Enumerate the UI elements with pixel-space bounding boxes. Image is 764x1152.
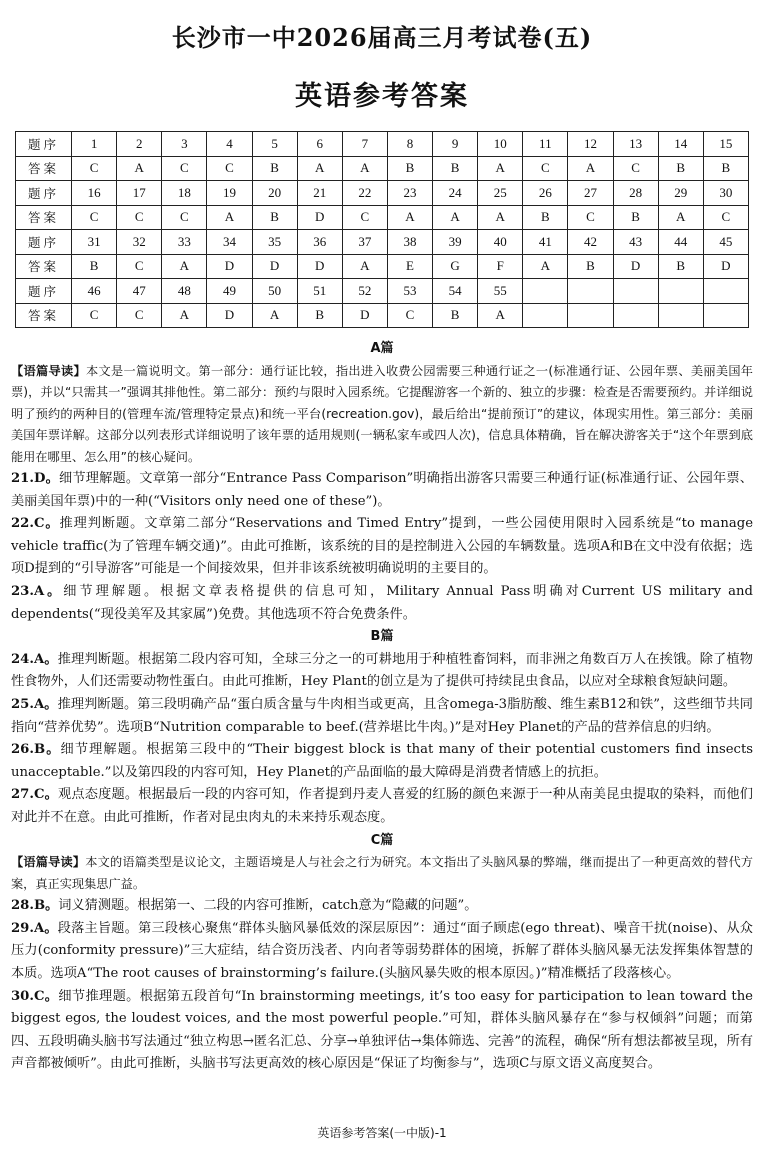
answer-cell: B — [252, 156, 297, 181]
answer-cell: A — [297, 156, 342, 181]
answer-cell — [523, 303, 568, 328]
item-text: 细节理解题。根据第三段中的“Their biggest block is that many of their potential customers find insects unacceptable.”以及第四段的内容可知，Hey Planet的产品面临的最大障碍是消费者情感上的抗拒。 — [11, 742, 754, 780]
answer-cell: A — [658, 205, 703, 230]
explanation-item — [11, 918, 753, 986]
answer-cell: B — [658, 156, 703, 181]
question-number-cell: 1 — [72, 132, 117, 157]
answer-cell: A — [568, 156, 613, 181]
answer-cell: A — [433, 205, 478, 230]
answer-cell: B — [433, 156, 478, 181]
question-number-cell: 4 — [207, 132, 252, 157]
explanation-item — [11, 649, 753, 694]
question-number-cell: 34 — [207, 230, 252, 255]
answer-cell: B — [613, 205, 658, 230]
question-number-cell: 53 — [387, 279, 432, 304]
answer-cell: D — [342, 303, 387, 328]
section-a-guide — [11, 361, 753, 469]
question-number-cell: 7 — [342, 132, 387, 157]
question-number-row — [16, 132, 749, 157]
row-label-answer: 答案 — [16, 303, 72, 328]
answer-cell: F — [478, 254, 523, 279]
question-number-cell: 20 — [252, 181, 297, 206]
item-number: 27.C。 — [11, 787, 58, 803]
answer-cell: D — [207, 303, 252, 328]
answer-cell: C — [117, 254, 162, 279]
item-number: 28.B。 — [11, 898, 59, 914]
row-label-answer: 答案 — [16, 156, 72, 181]
question-number-cell: 23 — [387, 181, 432, 206]
answer-cell: C — [568, 205, 613, 230]
question-number-cell: 35 — [252, 230, 297, 255]
answer-cell: B — [703, 156, 748, 181]
answer-table — [15, 131, 749, 328]
question-number-cell: 18 — [162, 181, 207, 206]
answer-cell: C — [387, 303, 432, 328]
question-number-cell: 29 — [658, 181, 703, 206]
guide-tag: 【语篇导读】 — [11, 363, 86, 378]
question-number-cell: 9 — [433, 132, 478, 157]
answer-cell: C — [117, 205, 162, 230]
question-number-cell: 3 — [162, 132, 207, 157]
explanation-item — [11, 513, 753, 581]
row-label-question: 题序 — [16, 181, 72, 206]
question-number-cell: 2 — [117, 132, 162, 157]
question-number-cell: 17 — [117, 181, 162, 206]
question-number-cell: 5 — [252, 132, 297, 157]
question-number-cell: 15 — [703, 132, 748, 157]
item-number: 22.C。 — [11, 516, 60, 532]
answer-cell: D — [297, 254, 342, 279]
item-text: 细节推理题。根据第五段首句“In brainstorming meetings, it’s too easy for participation to lean toward the biggest egos, the loudest voices, and the most powerful people.”可知，群体头脑风暴存在“参与权倾斜”问题；而第四、五段明确头脑书写法通过“独立构思→匿名汇总、分享→单独评估→集体筛选、完善”的流程，确保“所有想法都被呈现，所有声音都被倾听”。由此可推断，头脑书写法更高效的核心原因是“保证了均衡参与”，选项C与原文语义高度契合。 — [11, 988, 753, 1072]
answer-cell: D — [207, 254, 252, 279]
explanation-item — [11, 739, 753, 784]
explanation-item — [11, 784, 753, 829]
answer-cell: A — [478, 156, 523, 181]
item-text: 推理判断题。根据第二段内容可知，全球三分之一的可耕地用于种植牲畜饲料，而非洲之角数百万人在挨饿。除了植物性食物外，人们还需要动物性蛋白。由此可推断，Hey Plant的创立是为了提供可持续昆虫食品，以应对全球粮食短缺问题。 — [11, 651, 753, 690]
question-number-cell: 13 — [613, 132, 658, 157]
row-label-question: 题序 — [16, 230, 72, 255]
question-number-cell: 40 — [478, 230, 523, 255]
question-number-cell: 36 — [297, 230, 342, 255]
question-number-cell: 28 — [613, 181, 658, 206]
question-number-cell: 48 — [162, 279, 207, 304]
question-number-cell — [523, 279, 568, 304]
question-number-cell: 49 — [207, 279, 252, 304]
item-text: 词义猜测题。根据第一、二段的内容可推断，catch意为“隐藏的问题”。 — [58, 898, 478, 914]
section-c-guide — [11, 852, 753, 895]
answer-cell: E — [387, 254, 432, 279]
section-c-title: C篇 — [370, 832, 394, 848]
answer-cell: B — [433, 303, 478, 328]
answer-cell: G — [433, 254, 478, 279]
answer-cell: D — [297, 205, 342, 230]
question-number-cell — [658, 279, 703, 304]
item-text: 细节理解题。文章第一部分“Entrance Pass Comparison”明确指出游客只需要三种通行证(标准通行证、公园年票、美丽美国年票)中的一种(“Visitors only need one of these”)。 — [11, 471, 753, 509]
answer-cell: A — [478, 205, 523, 230]
question-number-cell: 37 — [342, 230, 387, 255]
answer-row — [16, 303, 749, 328]
item-number: 29.A。 — [11, 920, 58, 936]
answer-cell: D — [613, 254, 658, 279]
answer-cell: C — [117, 303, 162, 328]
item-number: 24.A。 — [11, 651, 58, 667]
question-number-cell: 52 — [342, 279, 387, 304]
question-number-cell: 47 — [117, 279, 162, 304]
question-number-cell: 44 — [658, 230, 703, 255]
answer-cell: A — [207, 205, 252, 230]
explanation-item — [11, 895, 753, 918]
item-text: 推理判断题。第三段明确产品“蛋白质含量与牛肉相当或更高，且含omega-3脂肪酸、维生素B12和铁”，这些细节共同指向“营养优势”。选项B“Nutrition comparable to beef.(营养堪比牛肉。)”是对Hey Planet的产品的营养信息的归纳。 — [11, 697, 753, 735]
question-number-cell: 41 — [523, 230, 568, 255]
answer-cell — [568, 303, 613, 328]
explanation-item — [11, 694, 753, 739]
answer-cell: D — [703, 254, 748, 279]
answer-cell: B — [297, 303, 342, 328]
answer-cell: A — [478, 303, 523, 328]
section-c-items — [11, 895, 753, 1076]
row-label-answer: 答案 — [16, 205, 72, 230]
item-text: 观点态度题。根据最后一段的内容可知，作者提到丹麦人喜爱的红肠的颜色来源于一种从南美昆虫提取的染料，而他们对此并不在意。由此可推断，作者对昆虫肉丸的未来持乐观态度。 — [11, 787, 753, 825]
question-number-cell: 22 — [342, 181, 387, 206]
answer-cell: C — [342, 205, 387, 230]
answer-cell: B — [658, 254, 703, 279]
answer-cell: A — [162, 254, 207, 279]
document-title: 英语参考答案 — [295, 81, 469, 112]
row-label-question: 题序 — [16, 132, 72, 157]
question-number-cell: 24 — [433, 181, 478, 206]
question-number-row — [16, 279, 749, 304]
item-text: 细节理解题。根据文章表格提供的信息可知，Military Annual Pass明确对Current US military and dependents(“现役美军及其家属”)免费。其他选项不符合免费条件。 — [11, 584, 753, 622]
explanation-item — [11, 581, 753, 626]
item-number: 30.C。 — [11, 988, 59, 1004]
answer-cell — [703, 303, 748, 328]
question-number-cell: 33 — [162, 230, 207, 255]
section-b-title: B篇 — [370, 629, 394, 645]
answer-cell: B — [72, 254, 117, 279]
question-number-cell: 12 — [568, 132, 613, 157]
row-label-answer: 答案 — [16, 254, 72, 279]
question-number-cell: 6 — [297, 132, 342, 157]
section-a-title: A篇 — [370, 341, 394, 356]
answer-cell: C — [162, 205, 207, 230]
question-number-cell: 42 — [568, 230, 613, 255]
answer-cell — [613, 303, 658, 328]
question-number-cell: 11 — [523, 132, 568, 157]
answer-cell: B — [568, 254, 613, 279]
item-number: 23.A。 — [11, 584, 64, 600]
question-number-cell: 32 — [117, 230, 162, 255]
question-number-cell: 25 — [478, 181, 523, 206]
question-number-cell: 38 — [387, 230, 432, 255]
section-a-items — [11, 468, 753, 626]
answer-cell: A — [252, 303, 297, 328]
section-b-items — [11, 649, 753, 830]
answer-cell: C — [162, 156, 207, 181]
explanation-item — [11, 468, 753, 513]
question-number-cell: 43 — [613, 230, 658, 255]
question-number-cell — [568, 279, 613, 304]
answer-cell — [658, 303, 703, 328]
question-number-cell: 39 — [433, 230, 478, 255]
question-number-cell — [613, 279, 658, 304]
answer-cell: C — [613, 156, 658, 181]
answer-cell: C — [523, 156, 568, 181]
answer-row — [16, 254, 749, 279]
answer-cell: A — [162, 303, 207, 328]
answer-cell: B — [523, 205, 568, 230]
item-text: 段落主旨题。第三段核心聚焦“群体头脑风暴低效的深层原因”：通过“面子顾虑(ego threat)、噪音干扰(noise)、从众压力(conformity pressure)”三大症结，结合资历浅者、内向者等弱势群体的困境，拆解了群体头脑风暴无法发挥集体智慧的本质。选项A“The root causes of brainstorming’s failure.(头脑风暴失败的根本原因。)”精准概括了段落核心。 — [11, 920, 753, 981]
question-number-cell: 8 — [387, 132, 432, 157]
question-number-cell: 16 — [72, 181, 117, 206]
answer-cell: C — [72, 205, 117, 230]
answer-cell: A — [342, 156, 387, 181]
question-number-cell: 51 — [297, 279, 342, 304]
guide-text: 本文的语篇类型是议论文，主题语境是人与社会之行为研究。本文指出了头脑风暴的弊端，继而提出了一种更高效的替代方案，真正实现集思广益。 — [11, 855, 753, 891]
question-number-cell: 50 — [252, 279, 297, 304]
question-number-cell — [703, 279, 748, 304]
answer-row — [16, 205, 749, 230]
question-number-cell: 26 — [523, 181, 568, 206]
answer-cell: A — [387, 205, 432, 230]
question-number-row — [16, 181, 749, 206]
question-number-row — [16, 230, 749, 255]
exam-header-title: 长沙市一中2026届高三月考试卷(五) — [171, 23, 593, 52]
explanations — [11, 338, 753, 1076]
guide-text: 本文是一篇说明文。第一部分：通行证比较，指出进入收费公园需要三种通行证之一(标准通行证、公园年票、美丽美国年票)，并以“只需其一”强调其排他性。第二部分：预约与限时入园系统。它提醒游客一个新的、独立的步骤：检查是否需要预约。并详细说明了预约的两种目的(管理车流/管理特定景点)和统一平台(recreation.gov)，最后给出“提前预订”的建议，体现实用性。第三部分：美丽美国年票详解。这部分以列表形式详细说明了该年票的适用规则(一辆私家车或四人次)，信息具体精确，旨在解决游客关于“这个年票到底能用在哪里、怎么用”的核心疑问。 — [11, 363, 753, 464]
question-number-cell: 10 — [478, 132, 523, 157]
item-number: 25.A。 — [11, 697, 58, 713]
question-number-cell: 45 — [703, 230, 748, 255]
question-number-cell: 27 — [568, 181, 613, 206]
answer-cell: C — [72, 303, 117, 328]
answer-cell: B — [387, 156, 432, 181]
answer-cell: C — [207, 156, 252, 181]
answer-cell: C — [703, 205, 748, 230]
question-number-cell: 46 — [72, 279, 117, 304]
answer-cell: A — [117, 156, 162, 181]
page-footer: 英语参考答案(一中版)-1 — [317, 1126, 447, 1140]
answer-cell: B — [252, 205, 297, 230]
item-text: 推理判断题。文章第二部分“Reservations and Timed Entry”提到，一些公园使用限时入园系统是“to manage vehicle traffic(为了管理车辆交通)”。由此可推断，该系统的目的是控制进入公园的车辆数量。选项A和B在文中没有依据；选项D提到的“引导游客”可能是一个间接效果，但并非该系统被明确说明的主要目的。 — [11, 516, 753, 577]
question-number-cell: 31 — [72, 230, 117, 255]
question-number-cell: 54 — [433, 279, 478, 304]
answer-cell: C — [72, 156, 117, 181]
answer-row — [16, 156, 749, 181]
question-number-cell: 55 — [478, 279, 523, 304]
question-number-cell: 21 — [297, 181, 342, 206]
answer-cell: A — [523, 254, 568, 279]
question-number-cell: 14 — [658, 132, 703, 157]
answer-cell: D — [252, 254, 297, 279]
item-number: 21.D。 — [11, 471, 59, 487]
guide-tag: 【语篇导读】 — [11, 855, 86, 870]
question-number-cell: 30 — [703, 181, 748, 206]
row-label-question: 题序 — [16, 279, 72, 304]
answer-cell: A — [342, 254, 387, 279]
item-number: 26.B。 — [11, 742, 61, 758]
question-number-cell: 19 — [207, 181, 252, 206]
explanation-item — [11, 986, 753, 1076]
